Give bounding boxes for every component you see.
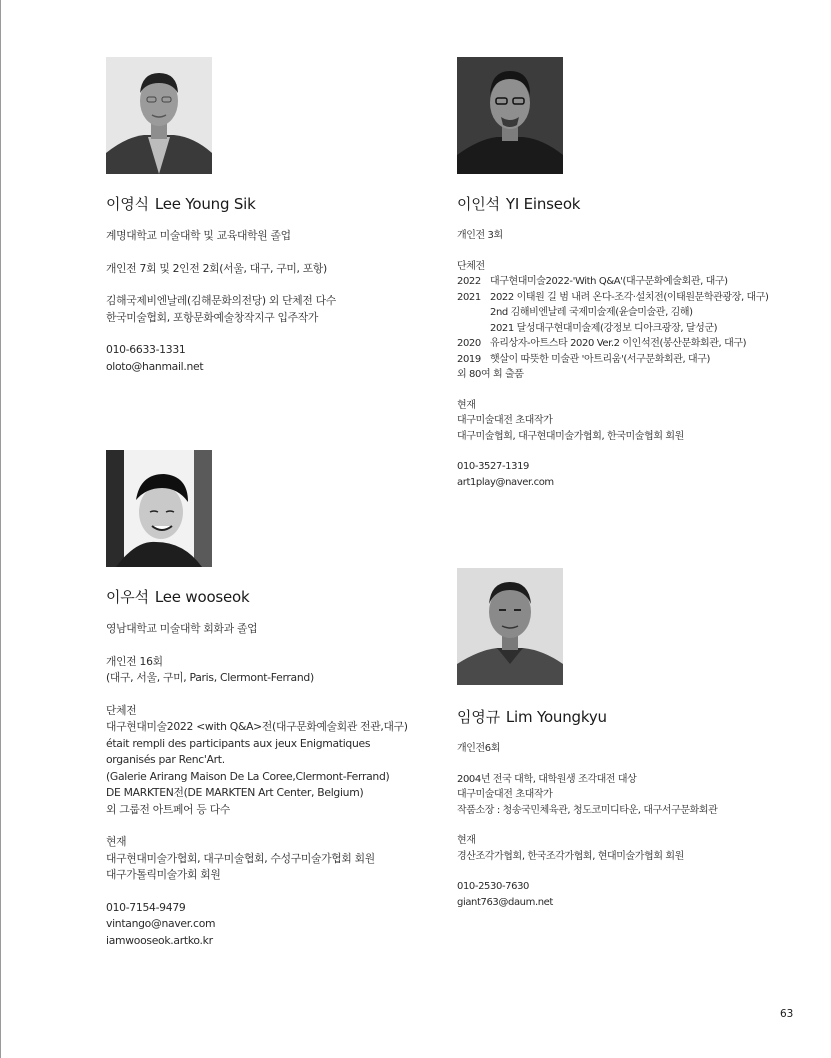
exhibition-entry: 대구현대미술2022 <with Q&A>전(대구문화예술회관 전관,대구) xyxy=(106,720,408,733)
exhibition-entry xyxy=(457,290,769,306)
exhibition-entry xyxy=(457,336,769,352)
page-spine-line xyxy=(0,0,1,1058)
exhibition-title: 2022 이태원 길 범 내려 온다-조각·설치전(이태원문학관광장, 대구) xyxy=(490,291,769,303)
memberships: 대구현대미술가협회, 대구미술협회, 수성구미술가협회 회원 xyxy=(106,851,375,865)
current-title: 대구미술대전 초대작가 xyxy=(457,415,553,426)
exhibition-title: 유리상자-아트스타 2020 Ver.2 이인석전(봉산문화회관, 대구) xyxy=(490,338,747,349)
exhibition-entry: 2nd 김해비엔날레 국제미술제(윤슬미술관, 김해) xyxy=(490,307,693,318)
name-korean: 이우석 xyxy=(106,588,149,606)
group-exhibitions-heading: 단체전 xyxy=(457,260,485,272)
exhibition-entry: 2021 달성대구현대미술제(강정보 디아크광장, 달성군) xyxy=(490,322,718,334)
name-english: YI Einseok xyxy=(505,195,581,213)
exhibition-year: 2021 xyxy=(457,291,481,303)
exhibition-entry xyxy=(457,352,769,368)
exhibition-entry: organisés par Renc'Art. xyxy=(106,753,225,766)
phone-number: 010-7154-9479 xyxy=(106,900,186,914)
phone-number: 010-6633-1331 xyxy=(106,343,186,356)
portrait-yi-einseok xyxy=(457,57,563,174)
email-address: vintango@naver.com xyxy=(106,917,216,930)
exhibition-entry: (Galerie Arirang Maison De La Coree,Clermont-Ferrand) xyxy=(106,769,390,783)
artist-card-yi-einseok xyxy=(457,193,769,490)
exhibition-year: 2022 xyxy=(457,276,481,287)
education: 계명대학교 미술대학 및 교육대학원 졸업 xyxy=(106,229,291,242)
current-heading: 현재 xyxy=(457,835,476,846)
collections: 작품소장 : 청송국민체육관, 청도코미디타운, 대구서구문화회관 xyxy=(457,804,718,816)
name-english: Lee wooseok xyxy=(154,588,250,606)
solo-exhibition-places: (대구, 서울, 구미, Paris, Clermont-Ferrand) xyxy=(106,671,314,684)
solo-exhibitions: 개인전6회 xyxy=(457,743,501,754)
portrait-lee-young-sik xyxy=(106,57,212,174)
exhibition-year: 2020 xyxy=(457,338,481,349)
current-heading: 현재 xyxy=(457,399,476,411)
memberships: 경산조각가협회, 한국조각가협회, 현대미술가협회 회원 xyxy=(457,850,684,862)
artist-card-lee-young-sik xyxy=(106,193,336,375)
email-address: art1play@naver.com xyxy=(457,476,554,488)
exhibition-note: 외 80여 회 출품 xyxy=(457,369,524,380)
artist-name xyxy=(457,193,769,214)
exhibition-year: 2019 xyxy=(457,353,481,365)
exhibition-entry xyxy=(457,274,769,290)
email-address: oloto@hanmail.net xyxy=(106,359,204,373)
memberships: 한국미술협회, 포항문화예술창작지구 입주작가 xyxy=(106,310,318,324)
exhibition-note: 외 그룹전 아트페어 등 다수 xyxy=(106,802,230,816)
exhibition-title: 햇살이 따뜻한 미술관 '아트리움'(서구문화회관, 대구) xyxy=(490,353,711,365)
phone-number: 010-2530-7630 xyxy=(457,881,530,892)
education: 영남대학교 미술대학 회화과 졸업 xyxy=(106,622,258,635)
name-english: Lim Youngkyu xyxy=(505,708,607,726)
artist-card-lee-wooseok xyxy=(106,586,408,949)
exhibition-entry: était rempli des participants aux jeux Enigmatiques xyxy=(106,736,371,750)
current-title: 대구미술대전 초대작가 xyxy=(457,789,553,800)
memberships: 대구미술협회, 대구현대미술가협회, 한국미술협회 회원 xyxy=(457,430,684,442)
memberships: 대구가톨릭미술가회 회원 xyxy=(106,868,221,881)
page-number: 63 xyxy=(780,1008,794,1020)
group-exhibitions-heading: 단체전 xyxy=(106,703,137,717)
group-exhibitions: 김해국제비엔날레(김해문화의전당) 외 단체전 다수 xyxy=(106,294,336,307)
portrait-lim-youngkyu xyxy=(457,568,563,685)
artist-name xyxy=(106,586,408,607)
name-korean: 임영규 xyxy=(457,708,500,726)
current-heading: 현재 xyxy=(106,835,127,848)
exhibition-title: 대구현대미술2022-'With Q&A'(대구문화예술회관, 대구) xyxy=(490,276,728,287)
name-english: Lee Young Sik xyxy=(154,195,256,213)
award-entry: 2004년 전국 대학, 대학원생 조각대전 대상 xyxy=(457,773,637,785)
portrait-lee-wooseok xyxy=(106,450,212,567)
name-korean: 이인석 xyxy=(457,195,500,213)
solo-exhibitions: 개인전 7회 및 2인전 2회(서울, 대구, 구미, 포항) xyxy=(106,261,327,275)
artist-card-lim-youngkyu xyxy=(457,706,717,910)
artist-name xyxy=(106,193,336,214)
name-korean: 이영식 xyxy=(106,195,149,213)
phone-number: 010-3527-1319 xyxy=(457,461,530,472)
exhibition-entry: DE MARKTEN전(DE MARKTEN Art Center, Belgium) xyxy=(106,786,364,799)
solo-exhibitions: 개인전 3회 xyxy=(457,230,503,241)
website: iamwooseok.artko.kr xyxy=(106,933,213,947)
email-address: giant763@daum.net xyxy=(457,896,553,908)
artist-name xyxy=(457,706,717,727)
solo-exhibitions: 개인전 16회 xyxy=(106,654,163,668)
